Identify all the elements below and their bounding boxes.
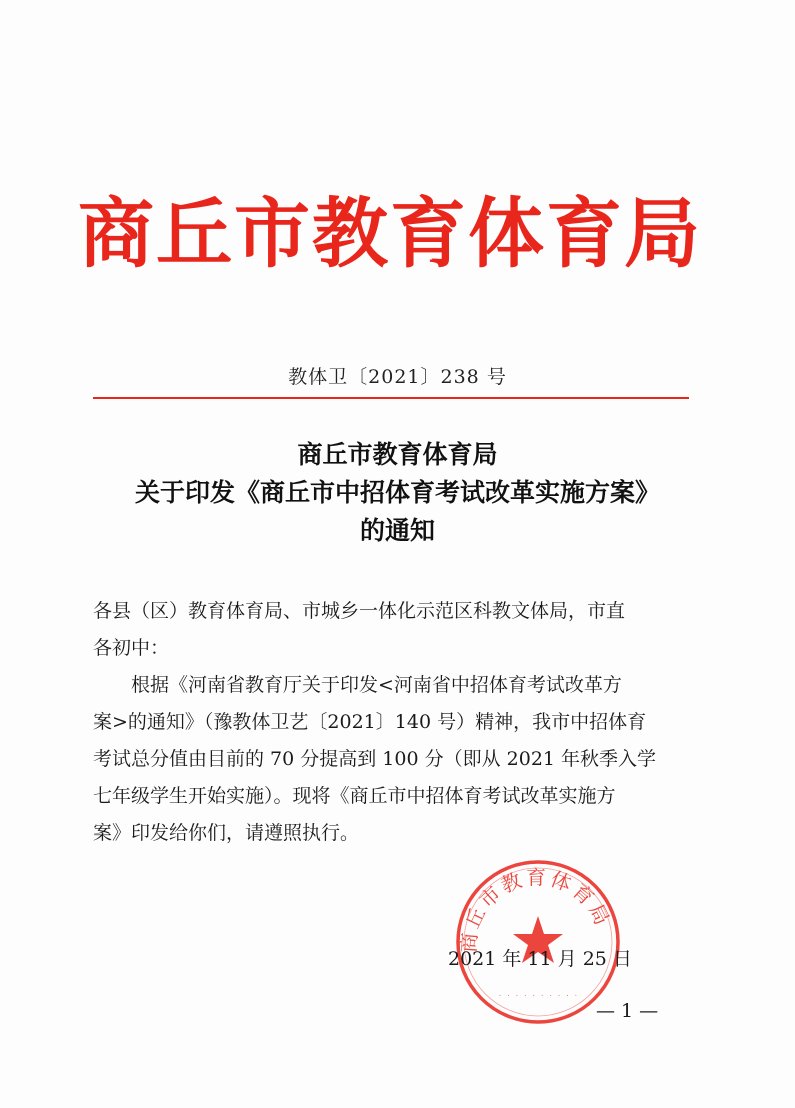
body-line-paragraph-4: 七年级学生开始实施）。现将《商丘市中招体育考试改革实施方 xyxy=(93,785,616,807)
notice-title-line-3: 的通知 xyxy=(359,516,435,545)
document-number: 教体卫〔2021〕238 号 xyxy=(288,366,507,388)
body-line-paragraph-1: 根据《河南省教育厅关于印发<河南省中招体育考试改革方 xyxy=(131,674,622,696)
body-line-paragraph-3: 考试总分值由目前的 70 分提高到 100 分（即从 2021 年秋季入学 xyxy=(93,748,657,770)
official-seal-stamp xyxy=(454,858,622,1026)
body-line-paragraph-5: 案》印发给你们，请遵照执行。 xyxy=(93,822,360,844)
seal-text: 商丘市教育体育局 xyxy=(456,865,616,954)
body-line-addressee-2: 各初中： xyxy=(93,637,170,659)
notice-title-line-2: 关于印发《商丘市中招体育考试改革实施方案》 xyxy=(134,478,660,507)
notice-title-line-1: 商丘市教育体育局 xyxy=(297,440,498,469)
body-line-paragraph-2: 案>的通知》（豫教体卫艺〔2021〕140 号）精神，我市中招体育 xyxy=(93,711,647,733)
issue-date: 2021 年 11 月 25 日 xyxy=(448,948,632,970)
body-line-addressee-1: 各县（区）教育体育局、市城乡一体化示范区科教文体局，市直 xyxy=(93,600,626,622)
org-header-title: 商丘市教育体育局 xyxy=(78,189,702,278)
svg-text:· · · · · · · · · ·: · · · · · · · · · · xyxy=(497,992,579,1000)
notice-body xyxy=(93,593,693,852)
page-number: — 1 — xyxy=(596,1000,659,1022)
red-divider-line xyxy=(93,397,689,399)
notice-title xyxy=(0,436,795,550)
